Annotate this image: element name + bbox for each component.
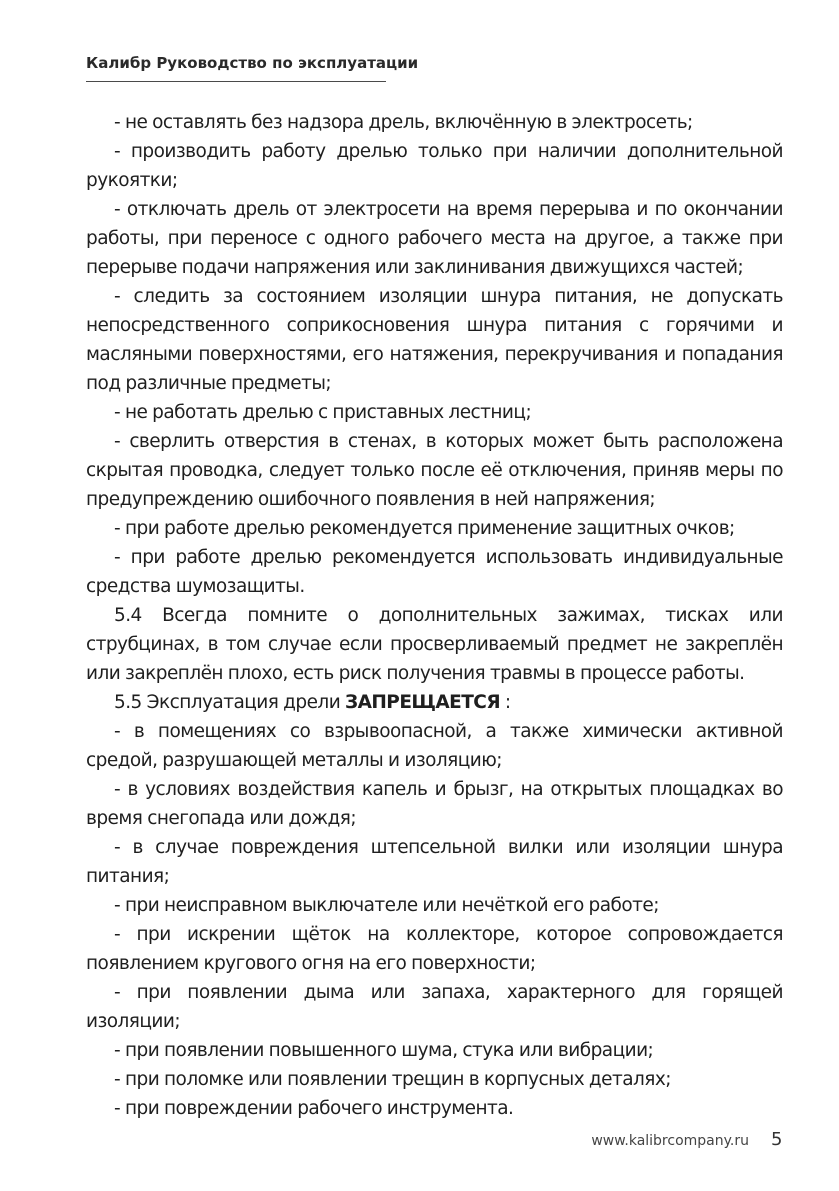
prohibition-item: - при неисправном выключателе или нечёткой его работе;	[114, 895, 659, 916]
page-number: 5	[771, 1129, 783, 1150]
prohibition-item: - при повреждении рабочего инструмента.	[114, 1098, 514, 1119]
paragraph: - производить работу дрелью только при наличии дополнительной рукоятки;	[86, 141, 783, 191]
paragraph: - сверлить отверстия в стенах, в которых может быть расположена скрытая проводка, следует только после её отключения, приняв меры по предупреждению ошибочного появления в ней напряжения;	[86, 431, 783, 510]
prohibition-item: - при появлении дыма или запаха, характерного для горящей изоляции;	[86, 982, 783, 1032]
paragraph: - не оставлять без надзора дрель, включённую в электросеть;	[114, 112, 693, 133]
paragraph: - отключать дрель от электросети на время перерыва и по окончании работы, при переносе с одного рабочего места на другое, а также при перерыве подачи напряжения или заклинивания движущихся частей;	[86, 199, 783, 278]
prohibition-item: - в помещениях со взрывоопасной, а также химически активной средой, разрушающей металлы и изоляцию;	[86, 721, 783, 771]
paragraph-5-4: 5.4 Всегда помните о дополнительных зажимах, тисках или струбцинах, в том случае если просверливаемый предмет не закреплён или закреплён плохо, есть риск получения травмы в процессе работы.	[86, 605, 783, 684]
section-5-5-prefix: 5.5 Эксплуатация дрели	[114, 692, 346, 713]
prohibition-item: - в случае повреждения штепсельной вилки или изоляции шнура питания;	[86, 837, 783, 887]
paragraph: - при работе дрелью рекомендуется применение защитных очков;	[114, 518, 735, 539]
header-title: Калибр Руководство по эксплуатации	[86, 54, 419, 72]
header-divider	[86, 81, 386, 82]
footer-url: www.kalibrcompany.ru	[591, 1133, 749, 1149]
prohibition-item: - при поломке или появлении трещин в корпусных деталях;	[114, 1069, 671, 1090]
manual-body	[86, 108, 783, 1123]
prohibition-item: - в условиях воздействия капель и брызг, на открытых площадках во время снегопада или дождя;	[86, 779, 783, 829]
paragraph: - следить за состоянием изоляции шнура питания, не допускать непосредственного соприкосновения шнура питания с горячими и масляными поверхностями, его натяжения, перекручивания и попадания под различные предметы;	[86, 286, 783, 394]
section-5-5-emphasis: ЗАПРЕЩАЕТСЯ	[345, 692, 501, 713]
section-5-5-heading	[86, 688, 783, 717]
paragraph: - не работать дрелью с приставных лестниц;	[114, 402, 532, 423]
prohibition-item: - при появлении повышенного шума, стука или вибрации;	[114, 1040, 654, 1061]
section-5-5-suffix: :	[500, 692, 511, 713]
prohibition-item: - при искрении щёток на коллекторе, которое сопровождается появлением кругового огня на его поверхности;	[86, 924, 783, 974]
paragraph: - при работе дрелью рекомендуется использовать индивидуальные средства шумозащиты.	[86, 547, 783, 597]
